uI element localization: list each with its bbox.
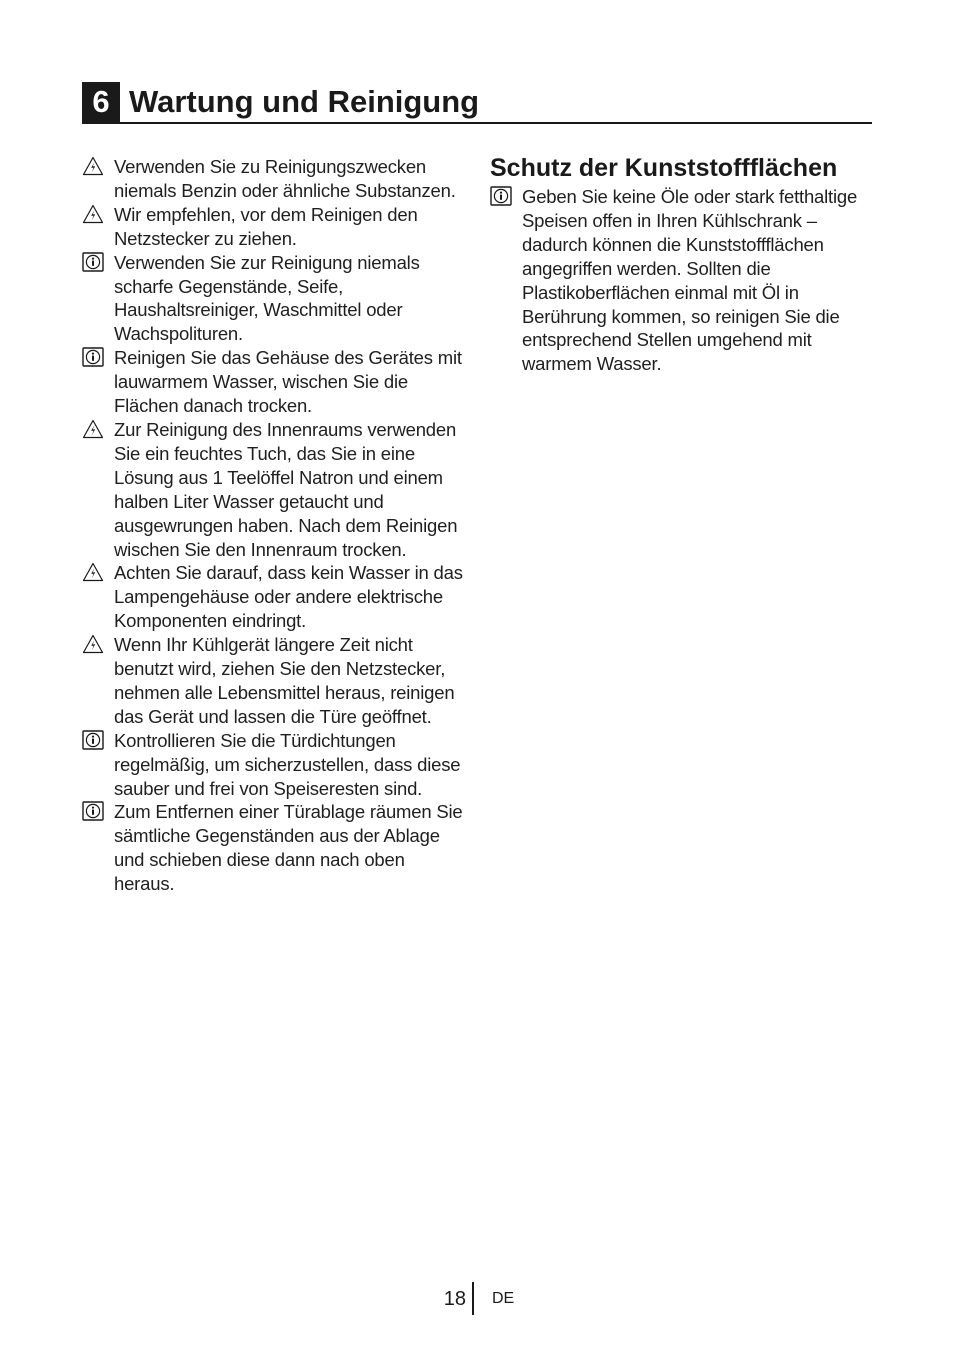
list-item — [82, 633, 464, 729]
warning-icon — [82, 156, 104, 176]
page-number: 18 — [443, 1288, 466, 1310]
item-text: Kontrollieren Sie die Türdichtungen regelmäßig, um sicherzustellen, dass diese sauber und frei von Speiseresten sind. — [114, 729, 461, 799]
language-code: DE — [492, 1290, 515, 1307]
list-item — [490, 185, 875, 376]
info-icon — [82, 801, 104, 821]
chapter-title: Wartung und Reinigung — [129, 84, 480, 119]
list-item — [82, 418, 464, 561]
item-text: Verwenden Sie zur Reinigung niemals scharfe Gegenstände, Seife, Haushaltsreiniger, Waschmittel oder Wachspolituren. — [114, 251, 420, 345]
chapter-header — [82, 82, 872, 124]
info-icon — [82, 347, 104, 367]
right-column — [490, 153, 875, 376]
item-text: Wir empfehlen, vor dem Reinigen den Netzstecker zu ziehen. — [114, 203, 418, 249]
warning-icon — [82, 634, 104, 654]
warning-icon — [82, 419, 104, 439]
chapter-number: 6 — [82, 82, 120, 122]
list-item — [82, 251, 464, 347]
item-text: Verwenden Sie zu Reinigungszwecken niemals Benzin oder ähnliche Substanzen. — [114, 156, 456, 201]
left-column — [82, 155, 464, 896]
list-item — [82, 203, 464, 251]
info-icon — [490, 186, 512, 206]
warning-icon — [82, 562, 104, 582]
list-item — [82, 155, 464, 203]
item-text: Wenn Ihr Kühlgerät längere Zeit nicht benutzt wird, ziehen Sie den Netzstecker, nehmen alle Lebensmittel heraus, reinigen das Gerät und lassen die Türe geöffnet. — [114, 634, 455, 727]
info-icon — [82, 252, 104, 272]
section-title: Schutz der Kunststoffflächen — [490, 154, 838, 182]
item-text: Achten Sie darauf, dass kein Wasser in das Lampengehäuse oder andere elektrische Komponenten eindringt. — [114, 562, 463, 632]
item-text: Geben Sie keine Öle oder stark fetthaltige Speisen offen in Ihren Kühlschrank – dadurch können die Kunststoffflächen angegriffen werden. Sollten die Plastikoberflächen einmal mit Öl in Berührung kommen, so reinigen Sie die entsprechend Stellen umgehend mit warmem Wasser. — [522, 186, 858, 375]
item-text: Zum Entfernen einer Türablage räumen Sie sämtliche Gegenständen aus der Ablage und schieben diese dann nach oben heraus. — [114, 801, 463, 895]
item-text: Reinigen Sie das Gehäuse des Gerätes mit lauwarmem Wasser, wischen Sie die Flächen danach trocken. — [114, 347, 462, 417]
warning-icon — [82, 204, 104, 224]
info-icon — [82, 730, 104, 750]
item-text: Zur Reinigung des Innenraums verwenden Sie ein feuchtes Tuch, das Sie in eine Lösung aus 1 Teelöffel Natron und einem halben Liter Wasser getaucht und ausgewrungen haben. Nach dem Reinigen wischen Sie den Innenraum trocken. — [114, 418, 458, 560]
footer-divider — [472, 1282, 474, 1315]
list-item — [82, 346, 464, 418]
list-item — [82, 800, 464, 896]
list-item — [82, 729, 464, 801]
list-item — [82, 561, 464, 633]
